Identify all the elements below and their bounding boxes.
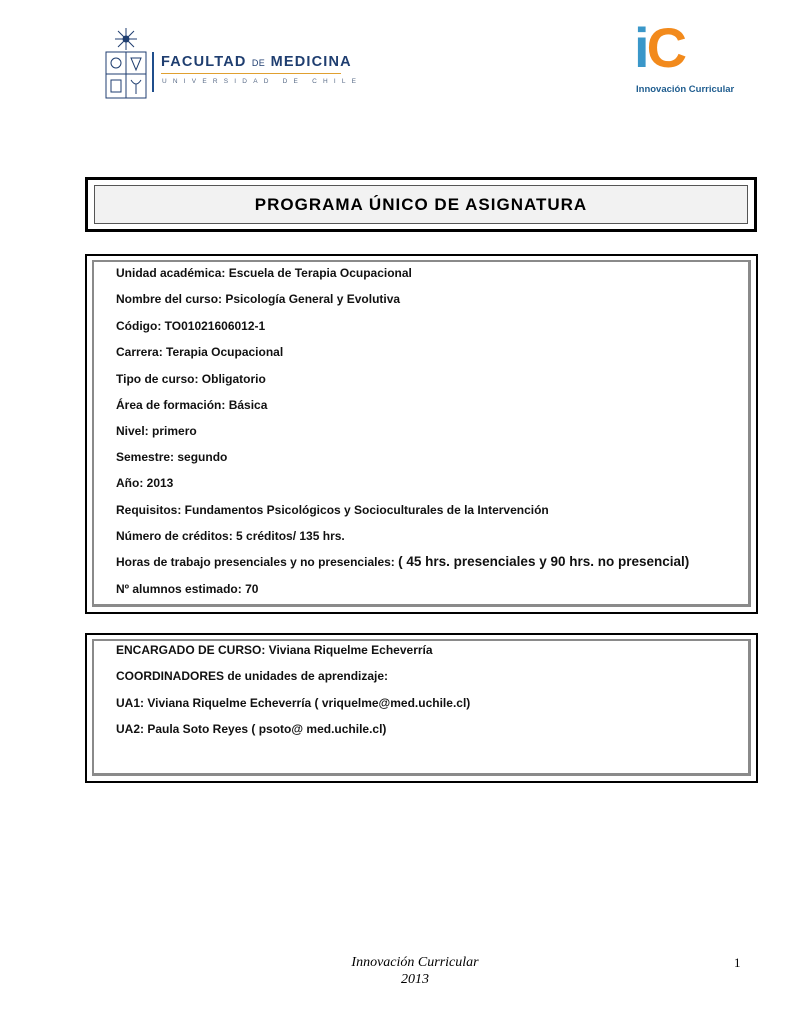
- footer-line2: 2013: [401, 972, 429, 987]
- tipo-curso: Tipo de curso: Obligatorio: [116, 372, 266, 386]
- encargado-curso: ENCARGADO DE CURSO: Viviana Riquelme Echeverría: [116, 643, 433, 657]
- page-number: 1: [734, 955, 741, 970]
- university-seal-icon: [103, 28, 149, 100]
- ua2: UA2: Paula Soto Reyes ( psoto@ med.uchile.cl): [116, 722, 387, 736]
- page-title: PROGRAMA ÚNICO DE ASIGNATURA: [254, 194, 588, 214]
- coordinadores: COORDINADORES de unidades de aprendizaje:: [116, 669, 389, 683]
- horas-trabajo: [116, 554, 689, 569]
- title-box-inner: [94, 185, 748, 224]
- nivel: Nivel: primero: [116, 424, 197, 438]
- codigo: Código: TO01021606012-1: [116, 319, 266, 333]
- course-info-frame: [92, 260, 751, 607]
- faculty-underline: [161, 73, 341, 74]
- faculty-name-de: DE: [251, 58, 266, 68]
- horas-trabajo-value: ( 45 hrs. presenciales y 90 hrs. no presencial): [398, 554, 690, 569]
- carrera: Carrera: Terapia Ocupacional: [116, 345, 284, 359]
- university-name: UNIVERSIDAD DE CHILE: [162, 78, 363, 85]
- anio: Año: 2013: [116, 476, 174, 490]
- faculty-logo-divider: [152, 52, 154, 92]
- faculty-name: [161, 54, 352, 70]
- nombre-curso: Nombre del curso: Psicología General y Evolutiva: [116, 292, 401, 306]
- area-formacion: Área de formación: Básica: [116, 398, 268, 412]
- page-footer: [300, 954, 530, 988]
- innovacion-curricular-logo: [634, 16, 735, 102]
- ic-logo-letters: [634, 16, 685, 79]
- ic-letter-i: i: [634, 16, 647, 79]
- semestre: Semestre: segundo: [116, 450, 228, 464]
- staff-box: [85, 633, 758, 783]
- title-box: [85, 177, 757, 232]
- numero-creditos: Número de créditos: 5 créditos/ 135 hrs.: [116, 529, 345, 543]
- course-info-box: [85, 254, 758, 614]
- staff-frame: [92, 639, 751, 776]
- faculty-name-part1: FACULTAD: [161, 54, 247, 70]
- faculty-name-part2: MEDICINA: [270, 54, 352, 70]
- ic-logo-tagline: Innovación Curricular: [636, 84, 735, 95]
- ic-letter-c: C: [646, 16, 685, 79]
- unidad-academica: Unidad académica: Escuela de Terapia Ocupacional: [116, 266, 412, 280]
- footer-line1: Innovación Curricular: [351, 955, 479, 970]
- alumnos-estimado: Nº alumnos estimado: 70: [116, 582, 259, 596]
- requisitos: Requisitos: Fundamentos Psicológicos y Socioculturales de la Intervención: [116, 503, 549, 517]
- ua1: UA1: Viviana Riquelme Echeverría ( vriquelme@med.uchile.cl): [116, 696, 471, 710]
- horas-trabajo-label: Horas de trabajo presenciales y no presenciales:: [116, 555, 399, 569]
